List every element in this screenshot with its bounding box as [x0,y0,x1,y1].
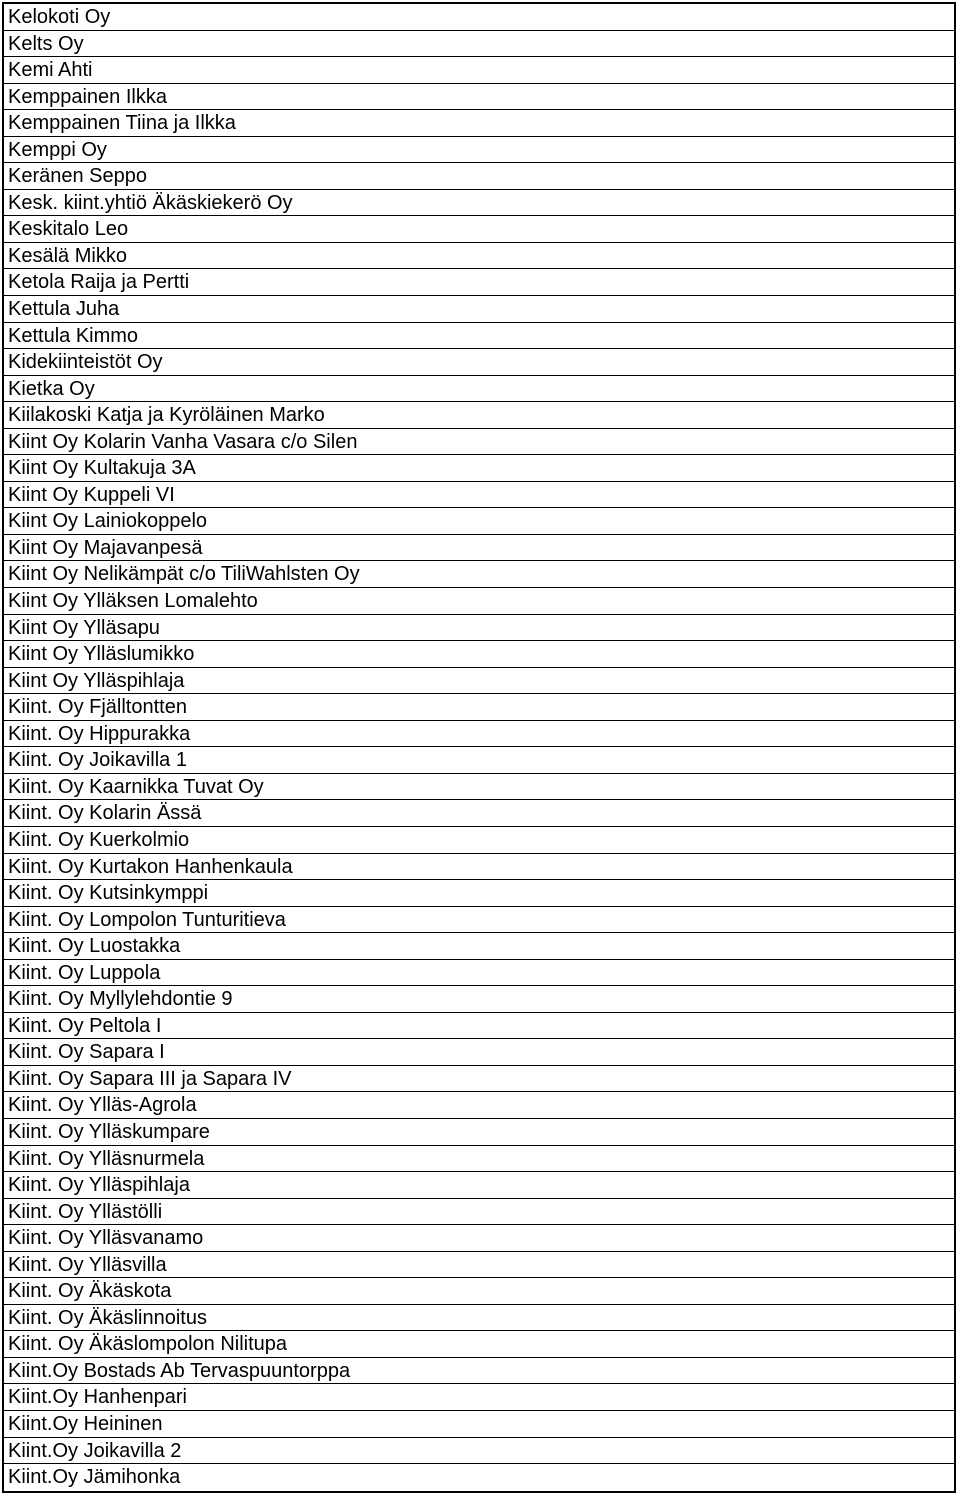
name-list-table [2,2,956,1493]
list-item: Kelokoti Oy [4,4,954,31]
list-item: Kiint. Oy Luppola [4,960,954,987]
list-item: Kiint Oy Ylläslumikko [4,641,954,668]
list-item: Kiint. Oy Sapara I [4,1039,954,1066]
list-item: Kiint. Oy Äkäskota [4,1278,954,1305]
list-item: Kiint. Oy Peltola I [4,1013,954,1040]
list-item: Kiint. Oy Äkäslinnoitus [4,1305,954,1332]
list-item: Kesk. kiint.yhtiö Äkäskiekerö Oy [4,190,954,217]
list-item: Kiint. Oy Ylläsvanamo [4,1225,954,1252]
list-item: Kiint. Oy Lompolon Tunturitieva [4,907,954,934]
list-item: Kiint.Oy Hanhenpari [4,1384,954,1411]
list-item: Kiint. Oy Hippurakka [4,721,954,748]
list-item: Kiint Oy Lainiokoppelo [4,508,954,535]
list-item: Kiint Oy Kultakuja 3A [4,455,954,482]
list-item: Kiint. Oy Yllästölli [4,1199,954,1226]
list-item: Kesälä Mikko [4,243,954,270]
list-item: Kiint.Oy Bostads Ab Tervaspuuntorppa [4,1358,954,1385]
list-item: Kiint. Oy Ylläsvilla [4,1252,954,1279]
list-item: Kiint. Oy Äkäslompolon Nilitupa [4,1331,954,1358]
list-item: Kidekiinteistöt Oy [4,349,954,376]
list-item: Kemi Ahti [4,57,954,84]
list-item: Kiint.Oy Heininen [4,1411,954,1438]
list-item: Keränen Seppo [4,163,954,190]
list-item: Kiint Oy Ylläksen Lomalehto [4,588,954,615]
list-item: Kietka Oy [4,376,954,403]
list-item: Kiint. Oy Kurtakon Hanhenkaula [4,854,954,881]
list-item: Kiint. Oy Myllylehdontie 9 [4,986,954,1013]
list-item: Kiint. Oy Kutsinkymppi [4,880,954,907]
list-item: Kiint. Oy Fjälltontten [4,694,954,721]
list-item: Kiint Oy Majavanpesä [4,535,954,562]
list-item: Kiint. Oy Kolarin Ässä [4,800,954,827]
list-item: Kiint. Oy Kaarnikka Tuvat Oy [4,774,954,801]
list-item: Kiint Oy Ylläspihlaja [4,668,954,695]
list-item: Kiint. Oy Ylläspihlaja [4,1172,954,1199]
list-item: Kiint.Oy Joikavilla 2 [4,1438,954,1465]
list-item: Kiint.Oy Jämihonka [8,1466,181,1489]
list-item: Kettula Kimmo [4,323,954,350]
list-item: Kemppainen Tiina ja Ilkka [4,110,954,137]
list-item: Kemppi Oy [4,137,954,164]
list-item: Kettula Juha [4,296,954,323]
list-item: Kiint. Oy Ylläs-Agrola [4,1092,954,1119]
list-item: Kiint. Oy Ylläsnurmela [4,1146,954,1173]
list-item: Kiint. Oy Sapara III ja Sapara IV [4,1066,954,1093]
list-item: Kiint. Oy Kuerkolmio [4,827,954,854]
list-item: Ketola Raija ja Pertti [4,269,954,296]
list-item: Kiint. Oy Luostakka [4,933,954,960]
list-item: Kemppainen Ilkka [4,84,954,111]
list-item: Keskitalo Leo [4,216,954,243]
list-item: Kelts Oy [4,31,954,58]
list-item: Kiint. Oy Ylläskumpare [4,1119,954,1146]
list-item: Kiint Oy Kolarin Vanha Vasara c/o Silen [4,429,954,456]
list-item: Kiint Oy Ylläsapu [4,615,954,642]
list-item: Kiilakoski Katja ja Kyröläinen Marko [4,402,954,429]
list-item: Kiint. Oy Joikavilla 1 [4,747,954,774]
list-item: Kiint Oy Kuppeli VI [4,482,954,509]
list-item: Kiint Oy Nelikämpät c/o TiliWahlsten Oy [4,561,954,588]
